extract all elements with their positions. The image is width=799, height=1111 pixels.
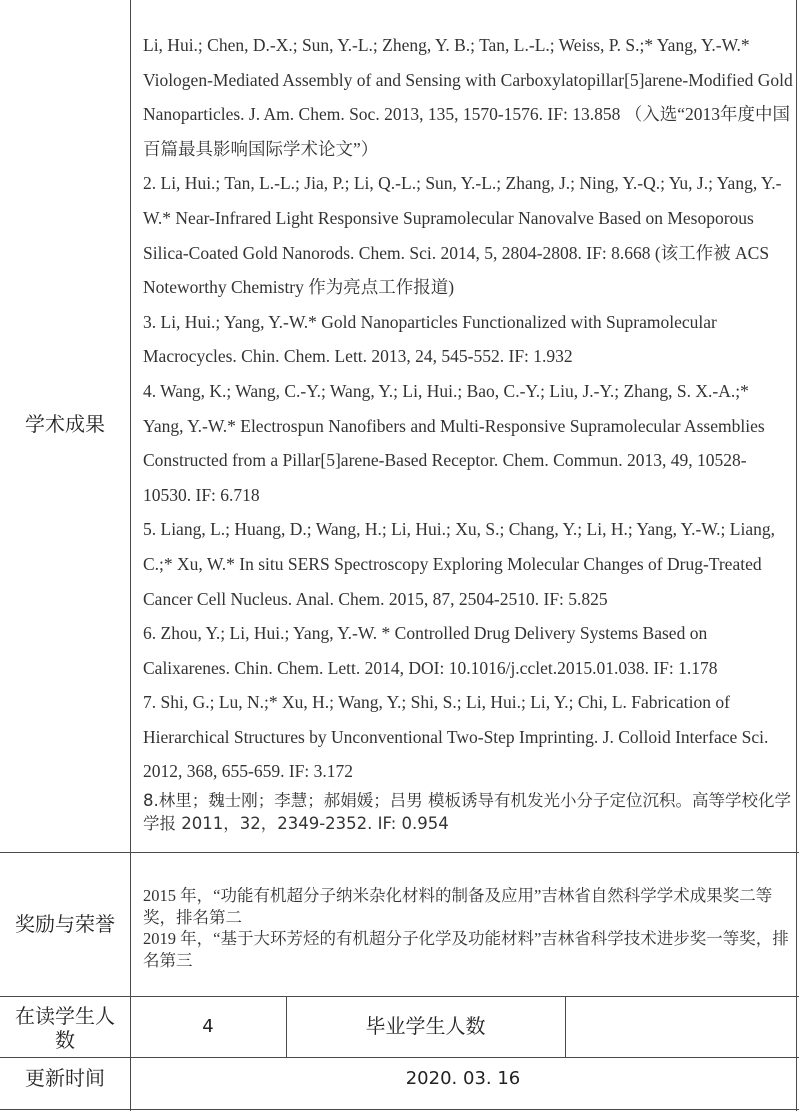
updated-label: 更新时间 [25, 1066, 105, 1090]
publication-item: 8.林里；魏士刚；李慧；郝娟媛；吕男 模板诱导有机发光小分子定位沉积。高等学校化学学报 2011，32，2349-2352. IF: 0.954 [143, 791, 791, 834]
row-divider [0, 1057, 799, 1058]
publication-item: 7. Shi, G.; Lu, N.;* Xu, H.; Wang, Y.; Shi, S.; Li, Hui.; Li, Y.; Chi, L. Fabrication of Hierarchical Structures by Unconventional Two-Step Imprinting. J. Colloid Interface Sci. 2012, 368, 655-659. IF: 3.172 [143, 692, 769, 782]
awards-label: 奖励与荣誉 [15, 912, 115, 936]
column-divider [565, 996, 566, 1057]
students-current-value: 4 [202, 1016, 214, 1037]
publication-list [143, 28, 793, 835]
award-item: 2015 年，“功能有机超分子纳米杂化材料的制备及应用”吉林省自然科学学术成果奖二等奖，排名第二 [143, 886, 773, 927]
award-item: 2019 年，“基于大环芳烃的有机超分子化学及功能材料”吉林省科学技术进步奖一等奖，排名第三 [143, 929, 789, 970]
students-current-label: 在读学生人数 [15, 1004, 115, 1052]
awards-list [143, 885, 793, 971]
row-divider [0, 852, 799, 853]
publication-item: Li, Hui.; Chen, D.-X.; Sun, Y.-L.; Zheng, Y. B.; Tan, L.-L.; Weiss, P. S.;* Yang, Y.-W.* Viologen-Mediated Assembly of and Sensing with Carboxylatopillar[5]arene-Modified Gold Nanoparticles. J. Am. Chem. Soc. 2013, 135, 1570-1576. IF: 13.858 （入选“2013年度中国百篇最具影响国际学术论文”） [143, 35, 793, 159]
students-graduated-label: 毕业学生人数 [365, 1014, 486, 1038]
publication-item: 6. Zhou, Y.; Li, Hui.; Yang, Y.-W. * Controlled Drug Delivery Systems Based on Calixarenes. Chin. Chem. Lett. 2014, DOI: 10.1016/j.cclet.2015.01.038. IF: 1.178 [143, 623, 718, 678]
updated-value: 2020. 03. 16 [405, 1068, 521, 1089]
achievements-label: 学术成果 [25, 412, 105, 436]
column-divider [130, 0, 131, 1111]
publication-item: 4. Wang, K.; Wang, C.-Y.; Wang, Y.; Li, Hui.; Bao, C.-Y.; Liu, J.-Y.; Zhang, S. X.-A.;* Yang, Y.-W.* Electrospun Nanofibers and Multi-Responsive Supramolecular Assemblies Constructed from a Pillar[5]arene-Based Receptor. Chem. Commun. 2013, 49, 10528-10530. IF: 6.718 [143, 380, 765, 505]
right-border [796, 0, 797, 1111]
publication-item: 3. Li, Hui.; Yang, Y.-W.* Gold Nanoparticles Functionalized with Supramolecular Macrocycles. Chin. Chem. Lett. 2013, 24, 545-552. IF: 1.932 [143, 311, 717, 367]
publication-item: 2. Li, Hui.; Tan, L.-L.; Jia, P.; Li, Q.-L.; Sun, Y.-L.; Zhang, J.; Ning, Y.-Q.; Yu, J.; Yang, Y.-W.* Near-Infrared Light Responsive Supramolecular Nanovalve Based on Mesoporous Silica-Coated Gold Nanorods. Chem. Sci. 2014, 5, 2804-2808. IF: 8.668 (该工作被 ACS Noteworthy Chemistry 作为亮点工作报道) [143, 173, 782, 298]
row-divider [0, 996, 799, 997]
publication-item: 5. Liang, L.; Huang, D.; Wang, H.; Li, Hui.; Xu, S.; Chang, Y.; Li, H.; Yang, Y.-W.; Liang, C.;* Xu, W.* In situ SERS Spectroscopy Exploring Molecular Changes of Drug-Treated Cancer Cell Nucleus. Anal. Chem. 2015, 87, 2504-2510. IF: 5.825 [143, 519, 775, 609]
bottom-border [0, 1109, 799, 1110]
